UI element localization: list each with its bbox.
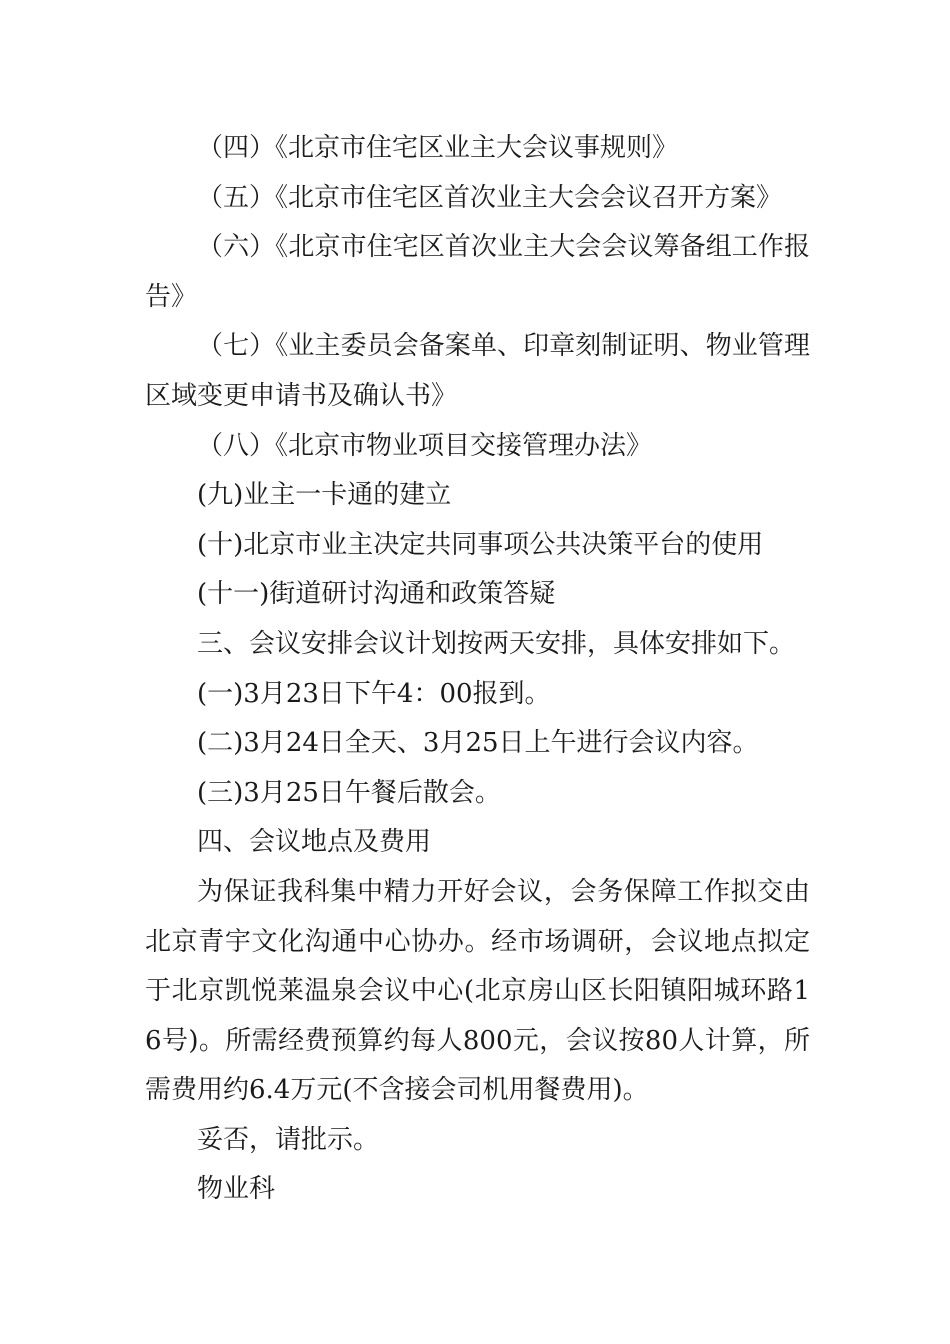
approval-request: 妥否，请批示。	[197, 1124, 380, 1155]
paragraph-item-10: (十)北京市业主决定共同事项公共决策平台的使用	[197, 529, 764, 560]
paragraph-item-6: （六）《北京市住宅区首次业主大会会议筹备组工作报告》	[145, 232, 810, 312]
paragraph-item-4: （四）《北京市住宅区业主大会议事规则》	[197, 133, 679, 163]
paragraph-item-7: （七）《业主委员会备案单、印章刻制证明、物业管理区域变更申请书及确认书》	[145, 331, 810, 411]
paragraph-item-5: （五）《北京市住宅区首次业主大会会议召开方案》	[197, 182, 783, 213]
schedule-item-1: (一)3月23日下午4：00报到。	[197, 678, 551, 709]
paragraph-item-8: （八）《北京市物业项目交接管理办法》	[197, 430, 653, 461]
paragraph-item-9: (九)业主一卡通的建立	[197, 480, 452, 511]
venue-cost-paragraph: 为保证我科集中精力开好会议，会务保障工作拟交由北京青宇文化沟通中心协办。经市场调研，会议地点拟定于北京凯悦莱温泉会议中心(北京房山区长阳镇阳城环路16号)。所需经费预算约每人800元，会议按80人计算，所需费用约6.4万元(不含接会司机用餐费用)。	[145, 876, 810, 1106]
section-heading-meeting-schedule: 三、会议安排会议计划按两天安排，具体安排如下。	[197, 628, 796, 659]
signature-department: 物业科	[197, 1174, 276, 1205]
section-heading-venue-cost: 四、会议地点及费用	[197, 827, 432, 858]
document-body	[145, 124, 810, 1215]
schedule-item-2: (二)3月24日全天、3月25日上午进行会议内容。	[197, 728, 759, 759]
paragraph-item-11: (十一)街道研讨沟通和政策答疑	[197, 579, 556, 610]
schedule-item-3: (三)3月25日午餐后散会。	[197, 777, 501, 808]
